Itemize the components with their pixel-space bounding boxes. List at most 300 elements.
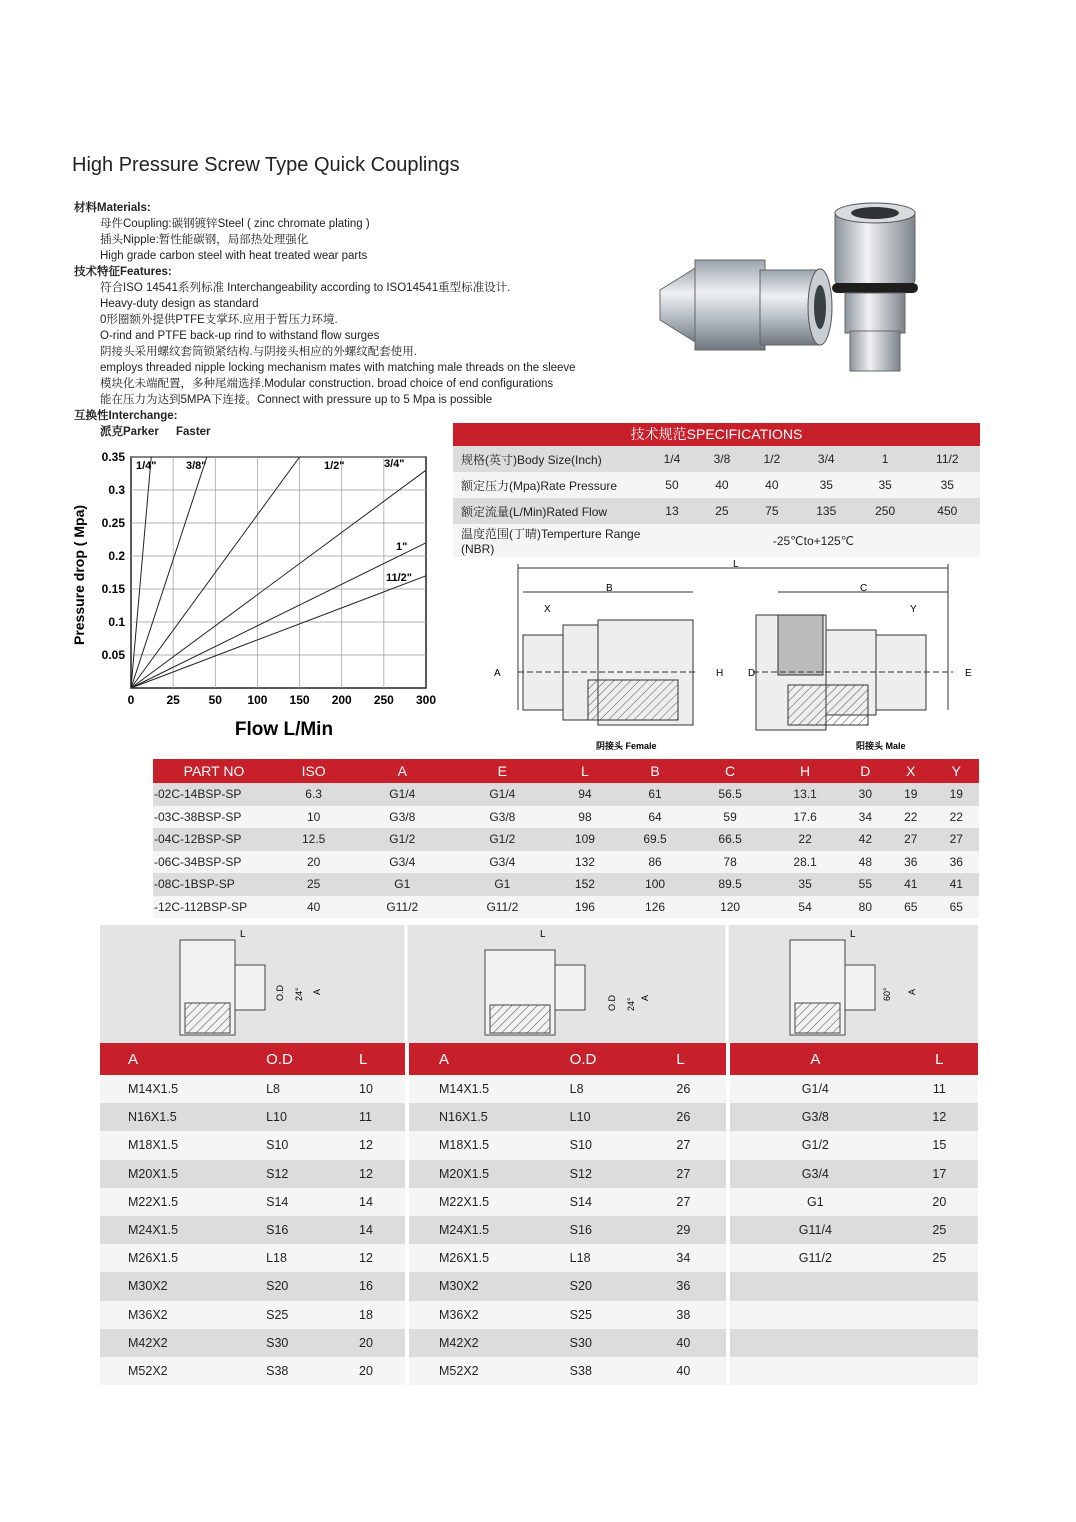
chart-plot-area <box>131 457 426 688</box>
features-line: O-rind and PTFE back-up rind to withstand flow surges <box>100 330 380 342</box>
parts-cell: 27 <box>949 832 963 847</box>
table2-row <box>409 1188 726 1216</box>
parts-cell: 41 <box>904 877 918 892</box>
specs-cell: 40 <box>715 478 729 492</box>
male-label: 阳接头 Male <box>856 741 906 751</box>
parts-cell: 48 <box>858 854 873 869</box>
chart-y-tick: 0.05 <box>101 648 125 662</box>
specs-cell: -25℃to+125℃ <box>772 533 855 548</box>
dim-label-h: H <box>716 668 724 679</box>
table3-empty-row <box>730 1329 978 1357</box>
materials-block <box>74 200 674 440</box>
table1-row <box>100 1188 405 1216</box>
parts-cell: 19 <box>904 787 918 802</box>
table1-cell: S30 <box>266 1335 289 1350</box>
table2-cell: 27 <box>676 1138 691 1153</box>
table3-cell: G1/4 <box>801 1082 829 1097</box>
specs-cell: 35 <box>878 478 892 492</box>
table1-cell: S10 <box>266 1138 289 1153</box>
parts-cell: 22 <box>904 809 918 824</box>
table2-cell: S16 <box>569 1223 592 1238</box>
table2-cell: M18X1.5 <box>439 1138 490 1153</box>
table2-cell: 40 <box>676 1335 691 1350</box>
specs-row-label: 温度范围(丁晴)Temperture Range (NBR) <box>461 527 641 556</box>
product-photo <box>640 195 980 410</box>
table2-header-cell: A <box>439 1050 450 1068</box>
dim-label-c: C <box>860 583 868 594</box>
specs-cell: 3/4 <box>817 452 835 466</box>
chart-x-tick: 300 <box>415 693 437 707</box>
chart-y-tick: 0.15 <box>101 582 125 596</box>
materials-heading: 材料Materials: <box>74 202 151 214</box>
table2-cell: 38 <box>676 1307 691 1322</box>
coupling-technical-drawing <box>488 560 978 755</box>
table1-row <box>100 1329 405 1357</box>
parts-cell: 40 <box>306 899 321 914</box>
parts-cell: 12.5 <box>301 832 326 847</box>
specs-cell: 35 <box>819 478 833 492</box>
specs-row <box>453 524 980 557</box>
specs-cell: 1/4 <box>663 452 681 466</box>
table2-cell: 29 <box>676 1223 691 1238</box>
dim-label-e: E <box>965 668 972 679</box>
table3-empty-row <box>730 1301 978 1329</box>
parts-cell: G3/4 <box>389 854 416 869</box>
table2-cell: S20 <box>569 1279 592 1294</box>
table1-row <box>100 1075 405 1103</box>
parts-header-cell: E <box>497 763 508 779</box>
parts-cell: 86 <box>648 854 662 869</box>
table3-empty-cell <box>730 1301 978 1329</box>
parts-cell: G1/4 <box>489 787 516 802</box>
parts-cell: -06C-34BSP-SP <box>154 854 242 869</box>
parts-cell: G3/4 <box>489 854 516 869</box>
specs-row <box>453 472 980 498</box>
parts-row <box>153 828 979 851</box>
table1-cell: 20 <box>359 1363 373 1378</box>
parts-cell: G1/2 <box>489 832 516 847</box>
table2-cell: S25 <box>569 1307 592 1322</box>
parts-cell: 27 <box>904 832 918 847</box>
table3-cell: 15 <box>932 1138 947 1153</box>
parts-cell: 54 <box>798 899 812 914</box>
female-label: 阴接头 Female <box>596 741 657 751</box>
parts-cell: 78 <box>723 854 737 869</box>
fit3-label-l: L <box>850 929 856 940</box>
table3-header-cell: L <box>935 1050 944 1068</box>
table3-cell: G1 <box>807 1194 824 1209</box>
specs-grid <box>453 446 980 557</box>
dim-label-x: X <box>544 604 551 615</box>
parts-cell: 196 <box>574 899 595 914</box>
parts-table <box>153 759 979 918</box>
parts-cell: 69.5 <box>643 832 667 847</box>
table3-cell: 11 <box>932 1082 946 1097</box>
chart-x-tick: 200 <box>331 693 352 707</box>
table2-cell: L18 <box>569 1251 591 1266</box>
parts-row <box>153 851 979 874</box>
dim-label-y: Y <box>910 604 917 615</box>
parts-header-cell: Y <box>951 763 961 779</box>
table1-row <box>100 1272 405 1300</box>
parts-cell: 61 <box>648 787 662 802</box>
features-line: 能在压力为达到5MPA下连接。Connect with pressure up to 5 Mpa is possible <box>100 394 493 406</box>
specs-cell: 135 <box>816 504 837 518</box>
features-heading: 技术特征Features: <box>74 266 172 278</box>
parts-cell: 20 <box>306 854 321 869</box>
table2-cell: 26 <box>676 1110 691 1125</box>
table2-cell: M42X2 <box>439 1335 479 1350</box>
parts-cell: 22 <box>949 809 963 824</box>
table3-empty-cell <box>730 1357 978 1385</box>
specs-cell: 75 <box>765 504 779 518</box>
table2-row <box>409 1131 726 1159</box>
fit1-label-angle: 24° <box>294 987 304 1001</box>
dim-label-l: L <box>733 560 739 570</box>
table3-empty-row <box>730 1357 978 1385</box>
table1-cell: S14 <box>266 1194 289 1209</box>
chart-series-label: 3/8" <box>186 460 207 472</box>
parts-cell: -04C-12BSP-SP <box>154 832 242 847</box>
table1-cell: M26X1.5 <box>128 1251 179 1266</box>
table1-cell: L18 <box>266 1251 287 1266</box>
parts-cell: -02C-14BSP-SP <box>154 787 242 802</box>
table1-cell: M20X1.5 <box>128 1166 179 1181</box>
parts-cell: 89.5 <box>718 877 742 892</box>
chart-series-label: 1" <box>396 541 408 553</box>
table3-empty-row <box>730 1272 978 1300</box>
dim-label-d: D <box>748 668 756 679</box>
table2-cell: S12 <box>569 1166 592 1181</box>
features-line: Heavy-duty design as standard <box>100 298 259 310</box>
parts-cell: 120 <box>720 899 741 914</box>
specs-cell: 13 <box>665 504 679 518</box>
parts-cell: G1/2 <box>389 832 416 847</box>
parts-cell: 34 <box>858 809 873 824</box>
table1-row <box>100 1103 405 1131</box>
table3-row <box>730 1103 978 1131</box>
parts-header-cell: C <box>725 763 736 779</box>
fit1-label-od: O.D <box>275 984 285 1001</box>
parts-cell: 35 <box>798 877 812 892</box>
table3-cell: G11/4 <box>798 1223 832 1238</box>
specs-cell: 3/8 <box>713 452 731 466</box>
specs-row <box>453 498 980 524</box>
table3-row <box>730 1160 978 1188</box>
page-title: High Pressure Screw Type Quick Couplings <box>72 154 460 176</box>
parts-cell: G11/2 <box>386 899 419 914</box>
table3-row <box>730 1244 978 1272</box>
parts-cell: 59 <box>723 809 737 824</box>
table1-row <box>100 1301 405 1329</box>
chart-series-label: 1/4" <box>136 460 157 472</box>
table3-cell: 25 <box>932 1251 947 1266</box>
table2-row <box>409 1160 726 1188</box>
fit2-label-a: A <box>640 994 650 1001</box>
specs-row-label: 额定流量(L/Min)Rated Flow <box>461 504 608 519</box>
table2-cell: L8 <box>569 1082 584 1097</box>
parts-row <box>153 873 979 896</box>
table1-cell: 12 <box>359 1138 373 1153</box>
table1-cell: M30X2 <box>128 1279 168 1294</box>
table2-row <box>409 1216 726 1244</box>
table1-cell: M18X1.5 <box>128 1138 179 1153</box>
table2-cell: S10 <box>569 1138 592 1153</box>
table3-row <box>730 1188 978 1216</box>
chart-y-tick: 0.25 <box>101 516 125 530</box>
table2-row <box>409 1357 726 1385</box>
parts-header-cell: A <box>397 763 407 779</box>
table1-header-cell: O.D <box>266 1050 293 1068</box>
parts-cell: 65 <box>904 899 918 914</box>
table2-header-cell: O.D <box>569 1050 597 1068</box>
specs-cell: 250 <box>875 504 896 518</box>
features-line: 符合ISO 14541系列标准 Interchangeability according to ISO14541重型标准设计. <box>100 282 511 294</box>
chart-y-tick: 0.1 <box>108 615 125 629</box>
table1-cell: M24X1.5 <box>128 1223 179 1238</box>
chart-series-label: 3/4" <box>384 458 405 470</box>
table1-header-cell: L <box>359 1050 368 1068</box>
table2-row <box>409 1075 726 1103</box>
materials-line: High grade carbon steel with heat treated wear parts <box>100 250 368 262</box>
table3-cell: G11/2 <box>798 1251 832 1266</box>
table2-cell: M52X2 <box>439 1363 479 1378</box>
parts-cell: 126 <box>645 899 666 914</box>
table1-cell: 12 <box>359 1166 373 1181</box>
fit3-label-angle: 60° <box>882 987 892 1001</box>
parts-cell: -08C-1BSP-SP <box>154 877 235 892</box>
table1-row <box>100 1216 405 1244</box>
table2-cell: M26X1.5 <box>439 1251 490 1266</box>
table1-cell: 10 <box>359 1082 373 1097</box>
specs-header: 技术规范SPECIFICATIONS <box>453 423 980 446</box>
table1-cell: S20 <box>266 1279 289 1294</box>
chart-series-label: 11/2" <box>386 572 413 584</box>
table3-empty-cell <box>730 1329 978 1357</box>
chart-x-tick: 50 <box>208 693 222 707</box>
table2-cell: 27 <box>676 1194 691 1209</box>
table1-cell: L8 <box>266 1082 281 1097</box>
parts-cell: -03C-38BSP-SP <box>154 809 242 824</box>
brand-parker: 派克Parker <box>100 426 159 438</box>
parts-cell: 19 <box>949 787 963 802</box>
table3-cell: 17 <box>932 1166 947 1181</box>
table3-cell: G3/4 <box>801 1166 829 1181</box>
parts-cell: 41 <box>949 877 963 892</box>
table1-row <box>100 1160 405 1188</box>
specs-cell: 1 <box>881 452 889 466</box>
parts-cell: 152 <box>574 877 595 892</box>
table2-header-cell: L <box>676 1050 685 1068</box>
table2-cell: L10 <box>569 1110 591 1125</box>
specs-cell: 1/2 <box>763 452 781 466</box>
parts-header-cell: PART NO <box>183 763 245 779</box>
table1-cell: 14 <box>359 1194 373 1209</box>
table1-cell: M22X1.5 <box>128 1194 179 1209</box>
parts-cell: G1 <box>494 877 511 892</box>
table1-row <box>100 1131 405 1159</box>
table2-cell: M14X1.5 <box>439 1082 490 1097</box>
parts-cell: 25 <box>306 877 321 892</box>
table1-cell: S16 <box>266 1223 289 1238</box>
specs-row-label: 规格(英寸)Body Size(Inch) <box>461 452 602 467</box>
table2-cell: 26 <box>676 1082 691 1097</box>
table2-cell: M36X2 <box>439 1307 479 1322</box>
table2-cell: M20X1.5 <box>439 1166 490 1181</box>
features-line: 阴接头采用螺纹套筒锁紧结构.与阴接头相应的外螺纹配套使用. <box>100 346 417 358</box>
chart-y-tick: 0.35 <box>101 450 125 464</box>
parts-cell: 22 <box>798 832 812 847</box>
table2-cell: M30X2 <box>439 1279 479 1294</box>
features-line: 模块化未端配置，多种尾端选择.Modular construction. broad choice of end configurations <box>100 378 554 390</box>
chart-y-tick: 0.2 <box>108 549 125 563</box>
chart-x-label: Flow L/Min <box>234 719 334 740</box>
table2-cell: M22X1.5 <box>439 1194 490 1209</box>
table1-row <box>100 1244 405 1272</box>
parts-header-cell: L <box>581 763 589 779</box>
specs-cell: 11/2 <box>936 452 959 466</box>
table1-cell: 20 <box>359 1335 373 1350</box>
table3-cell: 12 <box>932 1110 947 1125</box>
specs-cell: 25 <box>715 504 729 518</box>
parts-header-cell: ISO <box>301 763 326 779</box>
pressure-drop-chart <box>66 445 446 745</box>
parts-cell: G3/8 <box>489 809 516 824</box>
parts-cell: 28.1 <box>793 854 817 869</box>
table3-row <box>730 1216 978 1244</box>
fitting-table-2 <box>409 1043 726 1385</box>
parts-cell: 42 <box>858 832 873 847</box>
parts-cell: 94 <box>578 787 592 802</box>
table3-empty-cell <box>730 1272 978 1300</box>
table2-cell: 40 <box>676 1363 691 1378</box>
table1-cell: M42X2 <box>128 1335 168 1350</box>
features-line: employs threaded nipple locking mechanism mates with matching male threads on the sleeve <box>100 362 576 374</box>
features-line: 0形圈额外提供PTFE支掌环.应用于暂压力环境. <box>100 314 338 326</box>
specs-cell: 35 <box>940 478 954 492</box>
chart-x-tick: 100 <box>247 693 268 707</box>
parts-cell: 36 <box>904 854 918 869</box>
chart-x-tick: 150 <box>289 693 310 707</box>
parts-cell: 98 <box>578 809 592 824</box>
table2-cell: N16X1.5 <box>439 1110 488 1125</box>
male-nipple-image <box>832 203 918 371</box>
fitting-table-3 <box>730 1043 978 1385</box>
table2-row <box>409 1103 726 1131</box>
parts-cell: G3/8 <box>389 809 416 824</box>
chart-x-tick: 250 <box>373 693 394 707</box>
fit2-label-l: L <box>540 929 546 940</box>
fit1-label-a: A <box>312 988 322 995</box>
parts-header-cell: X <box>906 763 916 779</box>
parts-cell: 6.3 <box>305 787 322 802</box>
table1-cell: 11 <box>359 1110 372 1125</box>
table1-cell: M52X2 <box>128 1363 168 1378</box>
parts-row <box>153 806 979 829</box>
table1-cell: N16X1.5 <box>128 1110 177 1125</box>
parts-cell: 66.5 <box>718 832 742 847</box>
parts-row <box>153 783 979 806</box>
specs-row-label: 额定压力(Mpa)Rate Pressure <box>461 478 618 493</box>
chart-y-label: Pressure drop ( Mpa) <box>71 504 87 646</box>
table1-cell: L10 <box>266 1110 287 1125</box>
table1-cell: M14X1.5 <box>128 1082 179 1097</box>
specs-cell: 40 <box>765 478 779 492</box>
interchange-heading: 互换性Interchange: <box>74 410 178 422</box>
table3-cell: G3/8 <box>801 1110 829 1125</box>
specs-cell: 450 <box>937 504 958 518</box>
table2-cell: S14 <box>569 1194 592 1209</box>
parts-cell: -12C-112BSP-SP <box>154 899 248 914</box>
chart-x-tick: 0 <box>127 693 135 707</box>
fit1-label-l: L <box>240 929 246 940</box>
fit2-label-od: O.D <box>607 994 617 1011</box>
fit2-label-angle: 24° <box>626 997 636 1011</box>
parts-cell: 36 <box>949 854 963 869</box>
parts-header-cell: D <box>860 763 871 779</box>
table3-cell: 20 <box>932 1194 947 1209</box>
table1-row <box>100 1357 405 1385</box>
parts-cell: G1/4 <box>389 787 416 802</box>
parts-cell: 64 <box>648 809 662 824</box>
specs-cell: 50 <box>665 478 679 492</box>
parts-header-cell: H <box>800 763 811 779</box>
table1-cell: S25 <box>266 1307 289 1322</box>
fit3-label-a: A <box>907 988 917 995</box>
table1-header-cell: A <box>128 1050 139 1068</box>
table1-cell: 12 <box>359 1251 373 1266</box>
table1-cell: 14 <box>359 1223 373 1238</box>
table2-row <box>409 1272 726 1300</box>
fitting-drawings <box>100 925 978 1043</box>
chart-y-tick: 0.3 <box>108 483 125 497</box>
table1-cell: S38 <box>266 1363 289 1378</box>
parts-cell: 56.5 <box>718 787 742 802</box>
parts-cell: 100 <box>645 877 666 892</box>
table3-cell: 25 <box>932 1223 947 1238</box>
table1-cell: 18 <box>359 1307 373 1322</box>
parts-row <box>153 896 979 919</box>
table2-cell: S38 <box>569 1363 592 1378</box>
dim-label-b: B <box>606 583 613 594</box>
table3-header-cell: A <box>810 1050 821 1068</box>
table3-row <box>730 1075 978 1103</box>
materials-line: 母件Coupling:碳钢镀锌Steel ( zinc chromate plating ) <box>100 218 370 230</box>
parts-cell: 30 <box>858 787 873 802</box>
table1-cell: M36X2 <box>128 1307 168 1322</box>
table3-row <box>730 1131 978 1159</box>
table2-row <box>409 1329 726 1357</box>
parts-cell: 80 <box>858 899 873 914</box>
fitting-table-1 <box>100 1043 405 1385</box>
parts-header-cell: B <box>650 763 660 779</box>
parts-cell: G1 <box>394 877 411 892</box>
table2-cell: M24X1.5 <box>439 1223 490 1238</box>
table2-cell: 27 <box>676 1166 691 1181</box>
female-coupling-image <box>660 260 832 350</box>
parts-cell: 55 <box>858 877 873 892</box>
parts-cell: 132 <box>574 854 595 869</box>
parts-cell: G11/2 <box>486 899 519 914</box>
table2-cell: S30 <box>569 1335 592 1350</box>
parts-cell: 13.1 <box>793 787 817 802</box>
table2-row <box>409 1244 726 1272</box>
chart-x-tick: 25 <box>166 693 180 707</box>
table2-cell: 34 <box>676 1251 691 1266</box>
specs-table <box>453 423 980 557</box>
parts-cell: 109 <box>574 832 595 847</box>
brand-faster: Faster <box>176 426 211 438</box>
